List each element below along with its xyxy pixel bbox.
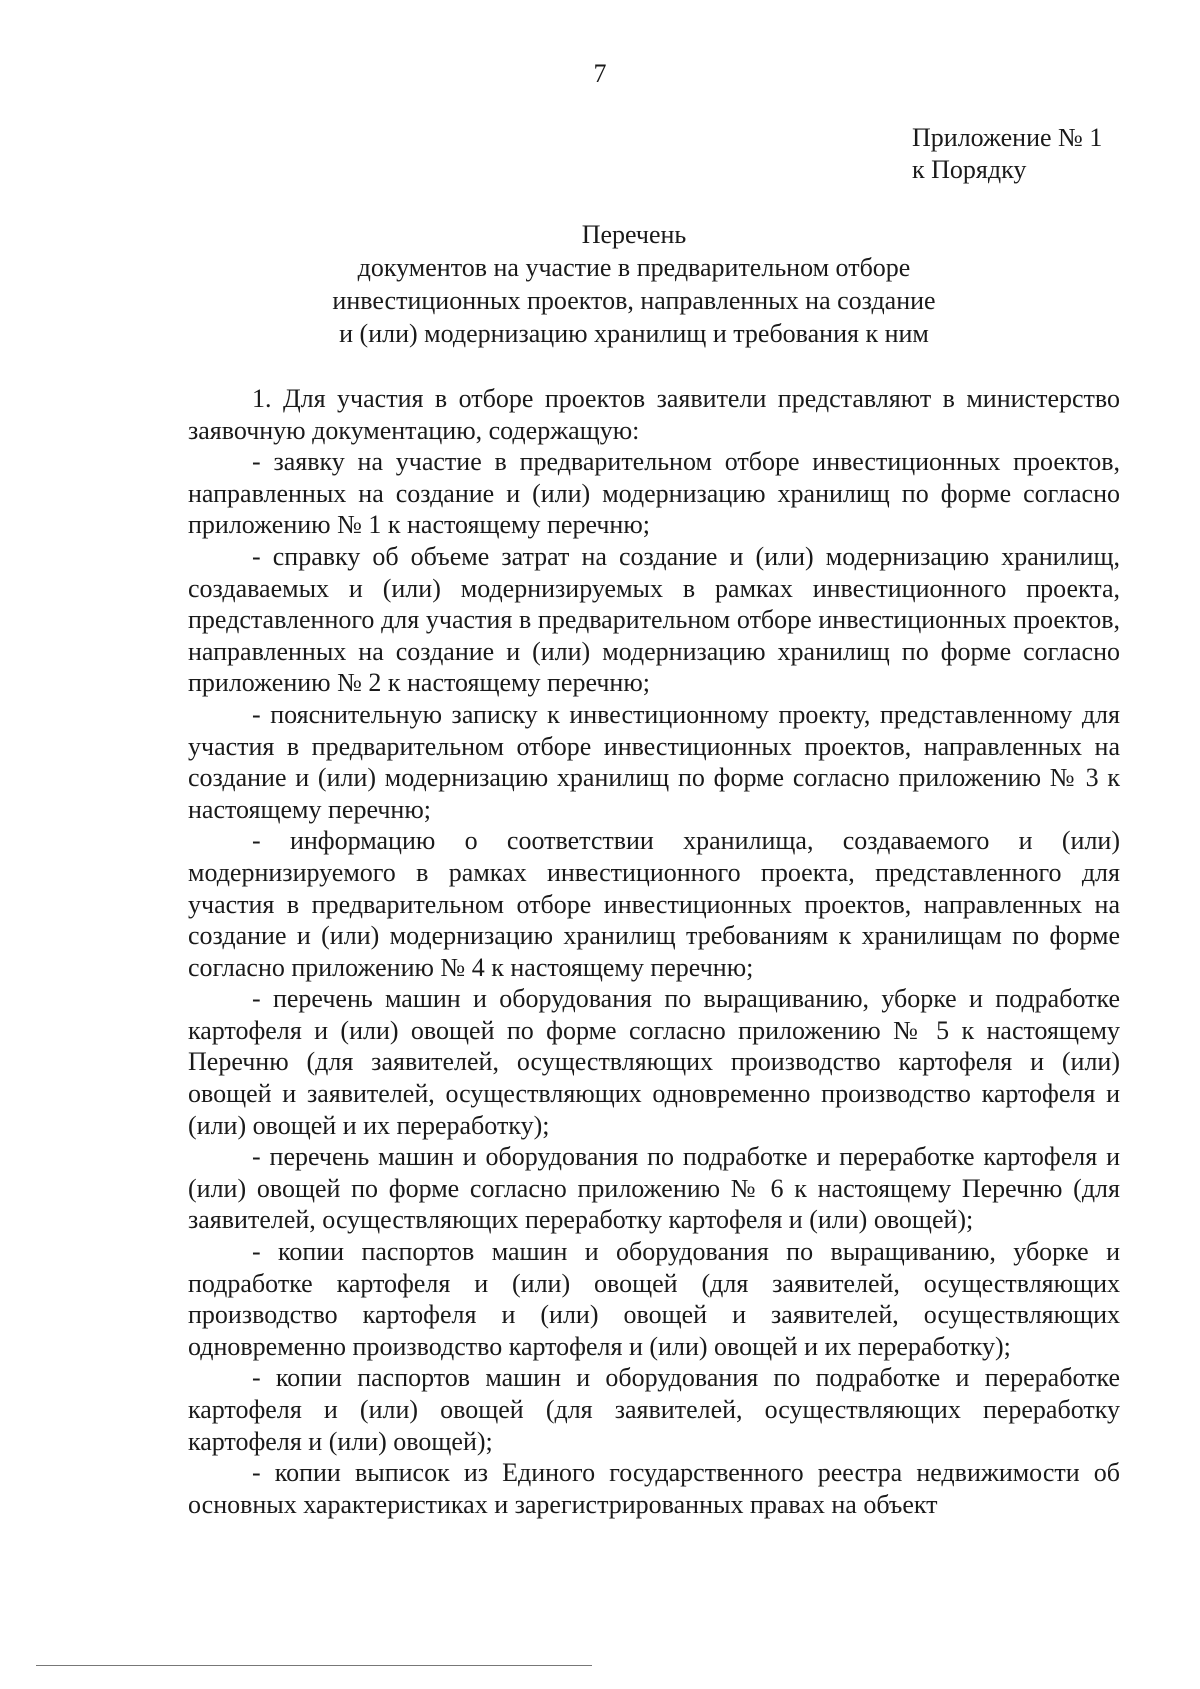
title-line-4: и (или) модернизацию хранилищ и требования к ним [339,319,929,348]
paragraph-5: - информацию о соответствии хранилища, создаваемого и (или) модернизируемого в рамках инвестиционного проекта, представленного для участия в предварительном отборе инвестиционных проектов, направленных на создание и (или) модернизацию хранилищ требованиям к хранилищам по форме согласно приложению № 4 к настоящему перечню; [188,826,1120,982]
paragraph-4: - пояснительную записку к инвестиционному проекту, представленному для участия в предварительном отборе инвестиционных проектов, направленных на создание и (или) модернизацию хранилищ по форме согласно приложению № 3 к настоящему перечню; [188,699,1120,824]
paragraph-3: - справку об объеме затрат на создание и (или) модернизацию хранилищ, создаваемых и (или) модернизируемых в рамках инвестиционного проекта, представленного для участия в предварительном отборе инвестиционных проектов, направленных на создание и (или) модернизацию хранилищ по форме согласно приложению № 2 к настоящему перечню; [188,541,1120,698]
title-line-2: документов на участие в предварительном отборе [357,253,911,282]
paragraph-1: 1. Для участия в отборе проектов заявители представляют в министерство заявочную документацию, содержащую: [188,384,1120,445]
appendix-note [912,122,1102,186]
paragraph-8: - копии паспортов машин и оборудования по выращиванию, уборке и подработке картофеля и (или) овощей (для заявителей, осуществляющих производство картофеля и (или) овощей и заявителей, осуществляющих одновременно производство картофеля и (или) овощей и их переработку); [188,1237,1120,1361]
title-line-1: Перечень [581,220,687,249]
document-title [180,218,1088,350]
paragraph-2: - заявку на участие в предварительном отборе инвестиционных проектов, направленных на создание и (или) модернизацию хранилищ по форме согласно приложению № 1 к настоящему перечню; [188,447,1120,540]
paragraph-10: - копии выписок из Единого государственного реестра недвижимости об основных характеристиках и зарегистрированных правах на объект [188,1458,1120,1519]
appendix-line-2: к Порядку [912,155,1027,184]
title-line-3: инвестиционных проектов, направленных на создание [332,286,936,315]
paragraph-6: - перечень машин и оборудования по выращиванию, уборке и подработке картофеля и (или) овощей по форме согласно приложению № 5 к настоящему Перечню (для заявителей, осуществляющих производство картофеля и (или) овощей и заявителей, осуществляющих одновременно производство картофеля и (или) овощей и их переработку); [188,984,1120,1140]
paragraph-7: - перечень машин и оборудования по подработке и переработке картофеля и (или) овощей по форме согласно приложению № 6 к настоящему Перечню (для заявителей, осуществляющих переработку картофеля и (или) овощей); [188,1142,1120,1235]
footer-divider [36,1665,592,1666]
paragraph-9: - копии паспортов машин и оборудования по подработке и переработке картофеля и (или) овощей (для заявителей, осуществляющих переработку картофеля и (или) овощей); [188,1363,1120,1456]
document-body [188,383,1120,1520]
appendix-line-1: Приложение № 1 [912,123,1103,152]
page-number: 7 [593,59,607,88]
